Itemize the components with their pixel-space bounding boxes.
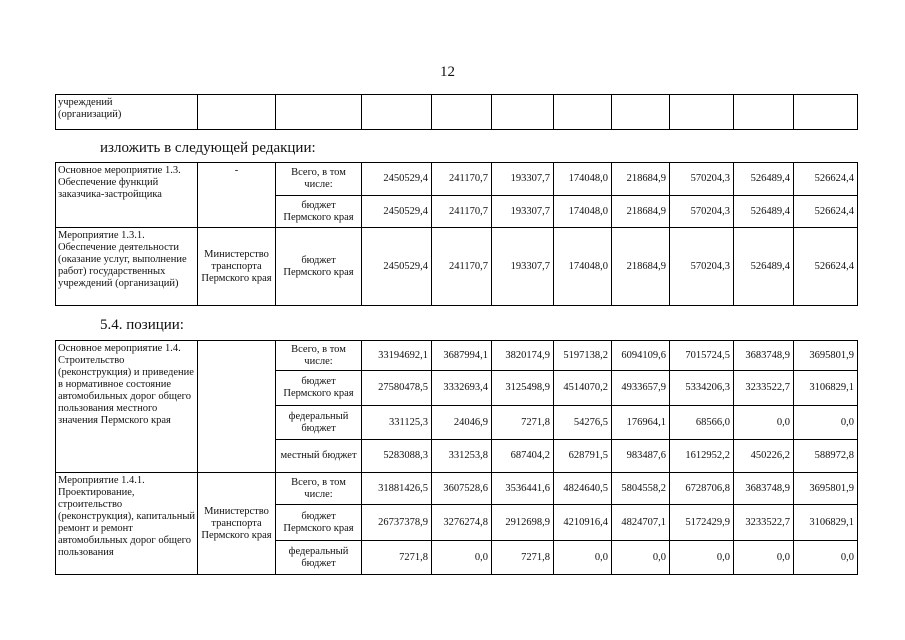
value-cell: 3276274,8: [432, 505, 492, 541]
value-cell: 4824707,1: [612, 505, 670, 541]
value-cell: 331125,3: [362, 406, 432, 440]
funding-source-cell: местный бюджет: [276, 440, 362, 473]
funding-source-cell: бюджет Пермского края: [276, 196, 362, 228]
value-cell: 5197138,2: [554, 341, 612, 371]
table-row: [56, 473, 858, 505]
value-cell: 3695801,9: [794, 341, 858, 371]
value-cell: 2450529,4: [362, 163, 432, 196]
heading-positions: 5.4. позиции:: [100, 317, 184, 333]
executor-cell: Министерство транспорта Пермского края: [198, 473, 276, 575]
page-number: 12: [440, 64, 455, 80]
executor-cell: [198, 341, 276, 473]
value-cell: 3106829,1: [794, 505, 858, 541]
funding-source-cell: Всего, в том числе:: [276, 163, 362, 196]
funding-source-cell: Всего, в том числе:: [276, 341, 362, 371]
value-cell: 570204,3: [670, 196, 734, 228]
value-cell: 1612952,2: [670, 440, 734, 473]
table-measure-1-4: [55, 340, 858, 575]
value-cell: 7271,8: [362, 541, 432, 575]
value-cell: 7271,8: [492, 406, 554, 440]
value-cell: 687404,2: [492, 440, 554, 473]
executor-cell: Министерство транспорта Пермского края: [198, 228, 276, 306]
value-cell: 3536441,6: [492, 473, 554, 505]
value-cell: 2912698,9: [492, 505, 554, 541]
value-cell: 68566,0: [670, 406, 734, 440]
value-cell: 3820174,9: [492, 341, 554, 371]
value-cell: 588972,8: [794, 440, 858, 473]
value-cell: 0,0: [670, 541, 734, 575]
table-row: [56, 163, 858, 196]
value-cell: 5283088,3: [362, 440, 432, 473]
value-cell: 3125498,9: [492, 371, 554, 406]
value-cell: 54276,5: [554, 406, 612, 440]
value-cell: 241170,7: [432, 196, 492, 228]
value-cell: 3695801,9: [794, 473, 858, 505]
value-cell: 174048,0: [554, 163, 612, 196]
value-cell: 3233522,7: [734, 371, 794, 406]
value-cell: 193307,7: [492, 196, 554, 228]
funding-source-cell: бюджет Пермского края: [276, 505, 362, 541]
value-cell: 5172429,9: [670, 505, 734, 541]
value-cell: 4210916,4: [554, 505, 612, 541]
value-cell: 526489,4: [734, 196, 794, 228]
value-cell: 27580478,5: [362, 371, 432, 406]
table-row: [56, 341, 858, 371]
funding-source-cell: федеральный бюджет: [276, 406, 362, 440]
value-cell: 450226,2: [734, 440, 794, 473]
value-cell: 2450529,4: [362, 196, 432, 228]
value-cell: 526489,4: [734, 228, 794, 306]
value-cell: 241170,7: [432, 228, 492, 306]
value-cell: 4824640,5: [554, 473, 612, 505]
value-cell: 6094109,6: [612, 341, 670, 371]
value-cell: 7271,8: [492, 541, 554, 575]
funding-source-cell: Всего, в том числе:: [276, 473, 362, 505]
measure-name-cell: Мероприятие 1.4.1. Проектирование, строительство (реконструкция), капитальный ремонт и ремонт автомобильных дорог общего пользования: [56, 473, 198, 575]
table-row: [56, 228, 858, 306]
value-cell: 218684,9: [612, 163, 670, 196]
value-cell: 31881426,5: [362, 473, 432, 505]
measure-name-cell: Мероприятие 1.3.1. Обеспечение деятельности (оказание услуг, выполнение работ) государственных учреждений (организаций): [56, 228, 198, 306]
value-cell: 218684,9: [612, 196, 670, 228]
value-cell: 0,0: [734, 541, 794, 575]
table-measure-1-3: [55, 162, 858, 306]
value-cell: 218684,9: [612, 228, 670, 306]
value-cell: 3106829,1: [794, 371, 858, 406]
value-cell: 570204,3: [670, 163, 734, 196]
value-cell: 3687994,1: [432, 341, 492, 371]
value-cell: 3607528,6: [432, 473, 492, 505]
value-cell: 7015724,5: [670, 341, 734, 371]
value-cell: 331253,8: [432, 440, 492, 473]
funding-source-cell: федеральный бюджет: [276, 541, 362, 575]
measure-name-cell: Основное мероприятие 1.3. Обеспечение функций заказчика-застройщика: [56, 163, 198, 228]
value-cell: 0,0: [612, 541, 670, 575]
value-cell: 3332693,4: [432, 371, 492, 406]
value-cell: 3683748,9: [734, 341, 794, 371]
value-cell: 0,0: [734, 406, 794, 440]
funding-source-cell: бюджет Пермского края: [276, 371, 362, 406]
value-cell: 174048,0: [554, 228, 612, 306]
value-cell: 0,0: [554, 541, 612, 575]
value-cell: 176964,1: [612, 406, 670, 440]
value-cell: 193307,7: [492, 228, 554, 306]
value-cell: 526624,4: [794, 228, 858, 306]
value-cell: 5334206,3: [670, 371, 734, 406]
value-cell: 3683748,9: [734, 473, 794, 505]
value-cell: 0,0: [794, 541, 858, 575]
value-cell: 570204,3: [670, 228, 734, 306]
fragment-name-cell: учреждений (организаций): [56, 95, 198, 130]
value-cell: 526624,4: [794, 196, 858, 228]
value-cell: 5804558,2: [612, 473, 670, 505]
table-fragment: [55, 94, 858, 130]
value-cell: 26737378,9: [362, 505, 432, 541]
value-cell: 24046,9: [432, 406, 492, 440]
value-cell: 241170,7: [432, 163, 492, 196]
value-cell: 33194692,1: [362, 341, 432, 371]
value-cell: 0,0: [794, 406, 858, 440]
measure-name-cell: Основное мероприятие 1.4. Строительство (реконструкция) и приведение в нормативное состояние автомобильных дорог общего пользования местного значения Пермского края: [56, 341, 198, 473]
value-cell: 983487,6: [612, 440, 670, 473]
funding-source-cell: бюджет Пермского края: [276, 228, 362, 306]
value-cell: 4514070,2: [554, 371, 612, 406]
value-cell: 2450529,4: [362, 228, 432, 306]
value-cell: 6728706,8: [670, 473, 734, 505]
value-cell: 526624,4: [794, 163, 858, 196]
heading-new-edition: изложить в следующей редакции:: [100, 140, 316, 156]
value-cell: 3233522,7: [734, 505, 794, 541]
value-cell: 628791,5: [554, 440, 612, 473]
value-cell: 526489,4: [734, 163, 794, 196]
value-cell: 0,0: [432, 541, 492, 575]
value-cell: 174048,0: [554, 196, 612, 228]
executor-cell: -: [198, 163, 276, 228]
value-cell: 4933657,9: [612, 371, 670, 406]
value-cell: 193307,7: [492, 163, 554, 196]
